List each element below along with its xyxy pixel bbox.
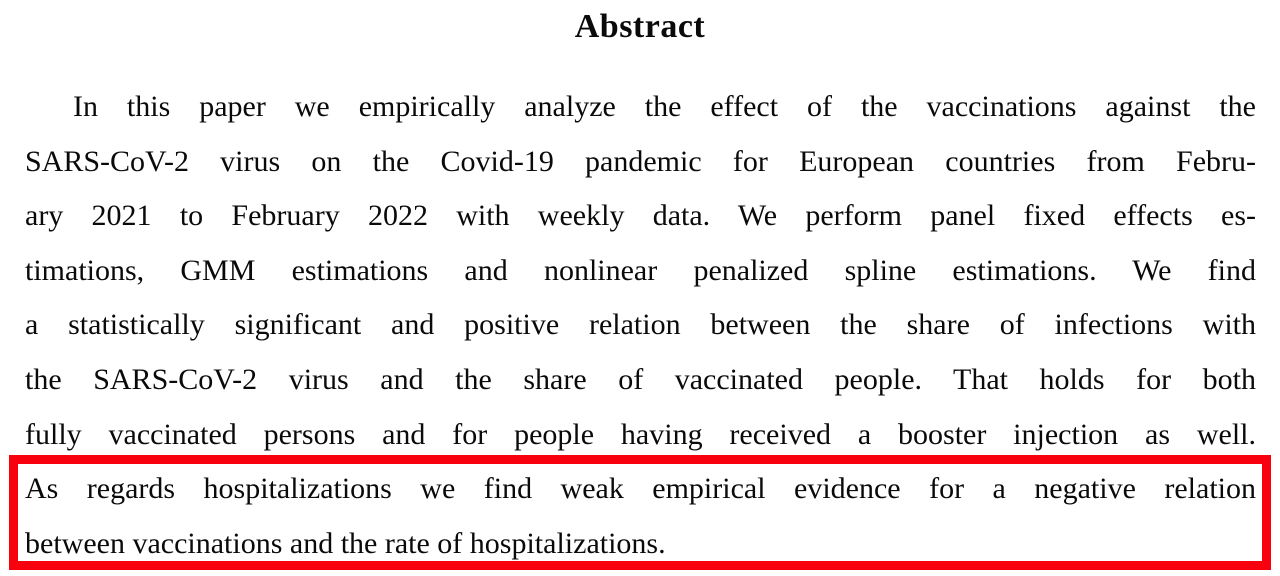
abstract-line-7: fully vaccinated persons and for people having received a booster injection as well. (25, 417, 1256, 451)
abstract-line-4: timations, GMM estimations and nonlinear penalized spline estimations. We find (25, 253, 1256, 287)
abstract-line-6: the SARS-CoV-2 virus and the share of vaccinated people. That holds for both (25, 362, 1256, 396)
abstract-line-5: a statistically significant and positive relation between the share of infections with (25, 308, 1256, 342)
abstract-line-8: As regards hospitalizations we find weak empirical evidence for a negative relation (25, 472, 1256, 506)
abstract-line-2: SARS-CoV-2 virus on the Covid-19 pandemic for European countries from Febru- (25, 144, 1256, 178)
abstract-title: Abstract (574, 8, 706, 45)
abstract-line-1: In this paper we empirically analyze the effect of the vaccinations against the (73, 90, 1256, 123)
abstract-line-9: between vaccinations and the rate of hospitalizations. (25, 526, 666, 560)
abstract-line-3: ary 2021 to February 2022 with weekly data. We perform panel fixed effects es- (25, 199, 1256, 233)
abstract-paragraph (25, 80, 1256, 571)
